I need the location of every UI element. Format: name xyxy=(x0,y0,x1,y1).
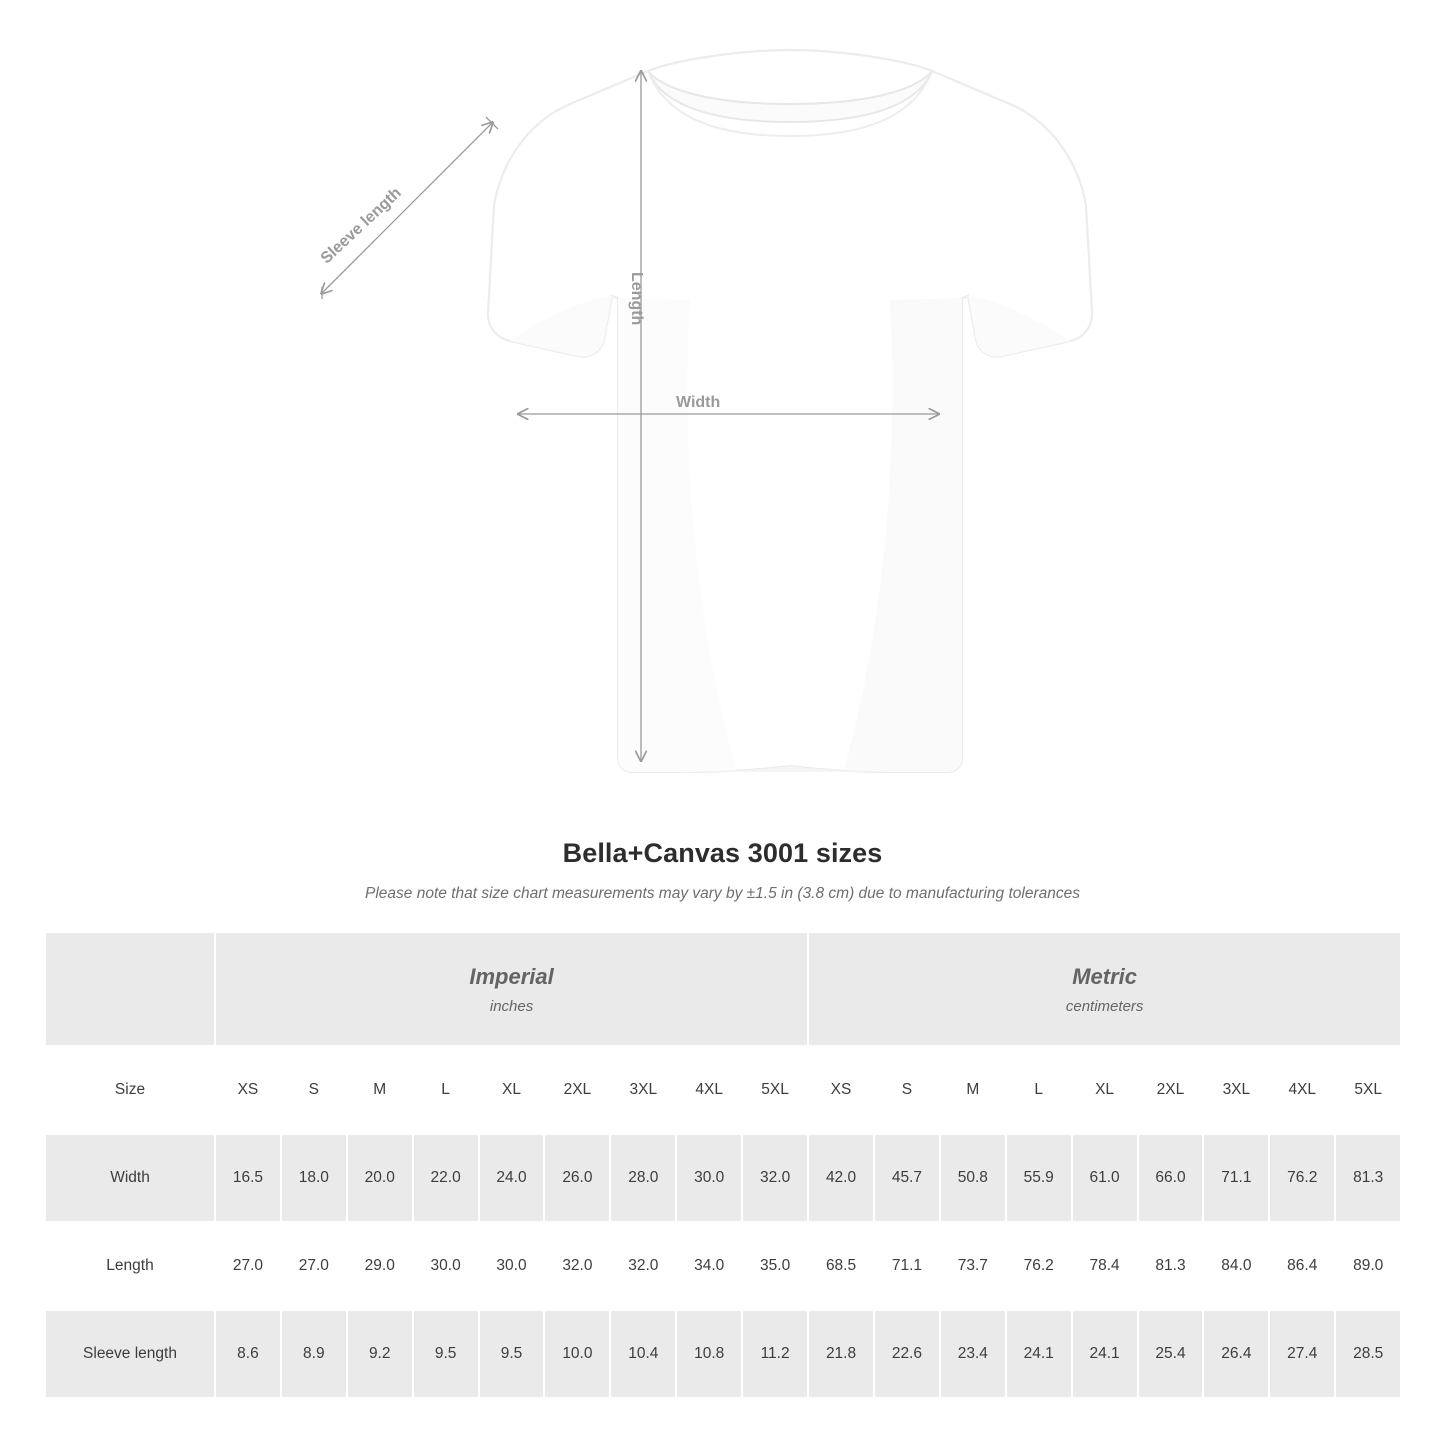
cell-length-15: 84.0 xyxy=(1203,1222,1269,1310)
cell-width-8: 32.0 xyxy=(742,1134,808,1222)
size-table-container xyxy=(44,931,1401,1399)
width-label: Width xyxy=(676,394,721,411)
shirt-outline-group xyxy=(488,50,1092,772)
metric-unit-name: Metric xyxy=(1072,963,1138,989)
cell-sleeve-16: 27.4 xyxy=(1269,1310,1335,1398)
cell-sleeve-12: 24.1 xyxy=(1006,1310,1072,1398)
imperial-header-cell xyxy=(215,932,808,1046)
shirt-body xyxy=(488,50,1092,772)
cell-width-11: 50.8 xyxy=(940,1134,1006,1222)
cell-length-16: 86.4 xyxy=(1269,1222,1335,1310)
row-label-width: Width xyxy=(45,1134,215,1222)
cell-length-14: 81.3 xyxy=(1138,1222,1204,1310)
cell-width-4: 24.0 xyxy=(479,1134,545,1222)
cell-sleeve-3: 9.5 xyxy=(413,1310,479,1398)
cell-length-11: 73.7 xyxy=(940,1222,1006,1310)
row-label-sleeve-length: Sleeve length xyxy=(45,1310,215,1398)
cell-sleeve-4: 9.5 xyxy=(479,1310,545,1398)
cell-sleeve-14: 25.4 xyxy=(1138,1310,1204,1398)
size-header-row xyxy=(45,1046,1401,1134)
table-corner-cell xyxy=(45,932,215,1046)
sleeve-arrow xyxy=(322,123,492,293)
size-header-xl-metric: XL xyxy=(1072,1046,1138,1134)
size-header-xs-imperial: XS xyxy=(215,1046,281,1134)
cell-width-14: 66.0 xyxy=(1138,1134,1204,1222)
length-label: Length xyxy=(628,272,645,326)
metric-unit-sub: centimeters xyxy=(1065,997,1144,1015)
size-header-l-imperial: L xyxy=(413,1046,479,1134)
imperial-unit-name: Imperial xyxy=(469,963,554,989)
cell-width-9: 42.0 xyxy=(808,1134,874,1222)
cell-width-3: 22.0 xyxy=(413,1134,479,1222)
cell-sleeve-5: 10.0 xyxy=(544,1310,610,1398)
size-header-5xl-imperial: 5XL xyxy=(742,1046,808,1134)
cell-width-6: 28.0 xyxy=(610,1134,676,1222)
cell-length-0: 27.0 xyxy=(215,1222,281,1310)
title-block xyxy=(0,838,1445,903)
metric-header-cell xyxy=(808,932,1401,1046)
size-header-m-metric: M xyxy=(940,1046,1006,1134)
cell-sleeve-15: 26.4 xyxy=(1203,1310,1269,1398)
size-header-s-imperial: S xyxy=(281,1046,347,1134)
cell-width-7: 30.0 xyxy=(676,1134,742,1222)
cell-length-1: 27.0 xyxy=(281,1222,347,1310)
cell-length-17: 89.0 xyxy=(1335,1222,1401,1310)
cell-length-7: 34.0 xyxy=(676,1222,742,1310)
cell-sleeve-1: 8.9 xyxy=(281,1310,347,1398)
cell-sleeve-0: 8.6 xyxy=(215,1310,281,1398)
cell-width-1: 18.0 xyxy=(281,1134,347,1222)
cell-length-6: 32.0 xyxy=(610,1222,676,1310)
size-header-2xl-imperial: 2XL xyxy=(544,1046,610,1134)
cell-sleeve-10: 22.6 xyxy=(874,1310,940,1398)
size-header-xl-imperial: XL xyxy=(479,1046,545,1134)
table-row-length xyxy=(45,1222,1401,1310)
cell-sleeve-2: 9.2 xyxy=(347,1310,413,1398)
cell-sleeve-17: 28.5 xyxy=(1335,1310,1401,1398)
tolerance-note: Please note that size chart measurements may vary by ±1.5 in (3.8 cm) due to manufacturing tolerances xyxy=(365,885,1080,902)
table-row-width xyxy=(45,1134,1401,1222)
size-header-2xl-metric: 2XL xyxy=(1138,1046,1204,1134)
cell-length-9: 68.5 xyxy=(808,1222,874,1310)
table-row-sleeve-length xyxy=(45,1310,1401,1398)
cell-sleeve-8: 11.2 xyxy=(742,1310,808,1398)
cell-length-10: 71.1 xyxy=(874,1222,940,1310)
cell-sleeve-11: 23.4 xyxy=(940,1310,1006,1398)
cell-width-16: 76.2 xyxy=(1269,1134,1335,1222)
cell-width-15: 71.1 xyxy=(1203,1134,1269,1222)
size-header-m-imperial: M xyxy=(347,1046,413,1134)
size-header-5xl-metric: 5XL xyxy=(1335,1046,1401,1134)
cell-width-13: 61.0 xyxy=(1072,1134,1138,1222)
size-header-4xl-imperial: 4XL xyxy=(676,1046,742,1134)
size-header-l-metric: L xyxy=(1006,1046,1072,1134)
cell-length-13: 78.4 xyxy=(1072,1222,1138,1310)
cell-width-5: 26.0 xyxy=(544,1134,610,1222)
cell-width-12: 55.9 xyxy=(1006,1134,1072,1222)
cell-sleeve-7: 10.8 xyxy=(676,1310,742,1398)
cell-length-12: 76.2 xyxy=(1006,1222,1072,1310)
size-header-4xl-metric: 4XL xyxy=(1269,1046,1335,1134)
size-header-3xl-metric: 3XL xyxy=(1203,1046,1269,1134)
cell-sleeve-9: 21.8 xyxy=(808,1310,874,1398)
size-header-xs-metric: XS xyxy=(808,1046,874,1134)
cell-width-2: 20.0 xyxy=(347,1134,413,1222)
sleeve-length-label: Sleeve length xyxy=(317,184,405,268)
size-chart-table xyxy=(44,931,1402,1399)
cell-length-4: 30.0 xyxy=(479,1222,545,1310)
cell-width-17: 81.3 xyxy=(1335,1134,1401,1222)
cell-length-2: 29.0 xyxy=(347,1222,413,1310)
cell-sleeve-13: 24.1 xyxy=(1072,1310,1138,1398)
size-header-3xl-imperial: 3XL xyxy=(610,1046,676,1134)
page-title: Bella+Canvas 3001 sizes xyxy=(562,838,883,868)
imperial-unit-sub: inches xyxy=(489,997,534,1015)
cell-length-3: 30.0 xyxy=(413,1222,479,1310)
cell-width-0: 16.5 xyxy=(215,1134,281,1222)
cell-sleeve-6: 10.4 xyxy=(610,1310,676,1398)
cell-width-10: 45.7 xyxy=(874,1134,940,1222)
cell-length-5: 32.0 xyxy=(544,1222,610,1310)
size-row-label: Size xyxy=(45,1046,215,1134)
unit-header-row xyxy=(45,932,1401,1046)
row-label-length: Length xyxy=(45,1222,215,1310)
cell-length-8: 35.0 xyxy=(742,1222,808,1310)
size-header-s-metric: S xyxy=(874,1046,940,1134)
